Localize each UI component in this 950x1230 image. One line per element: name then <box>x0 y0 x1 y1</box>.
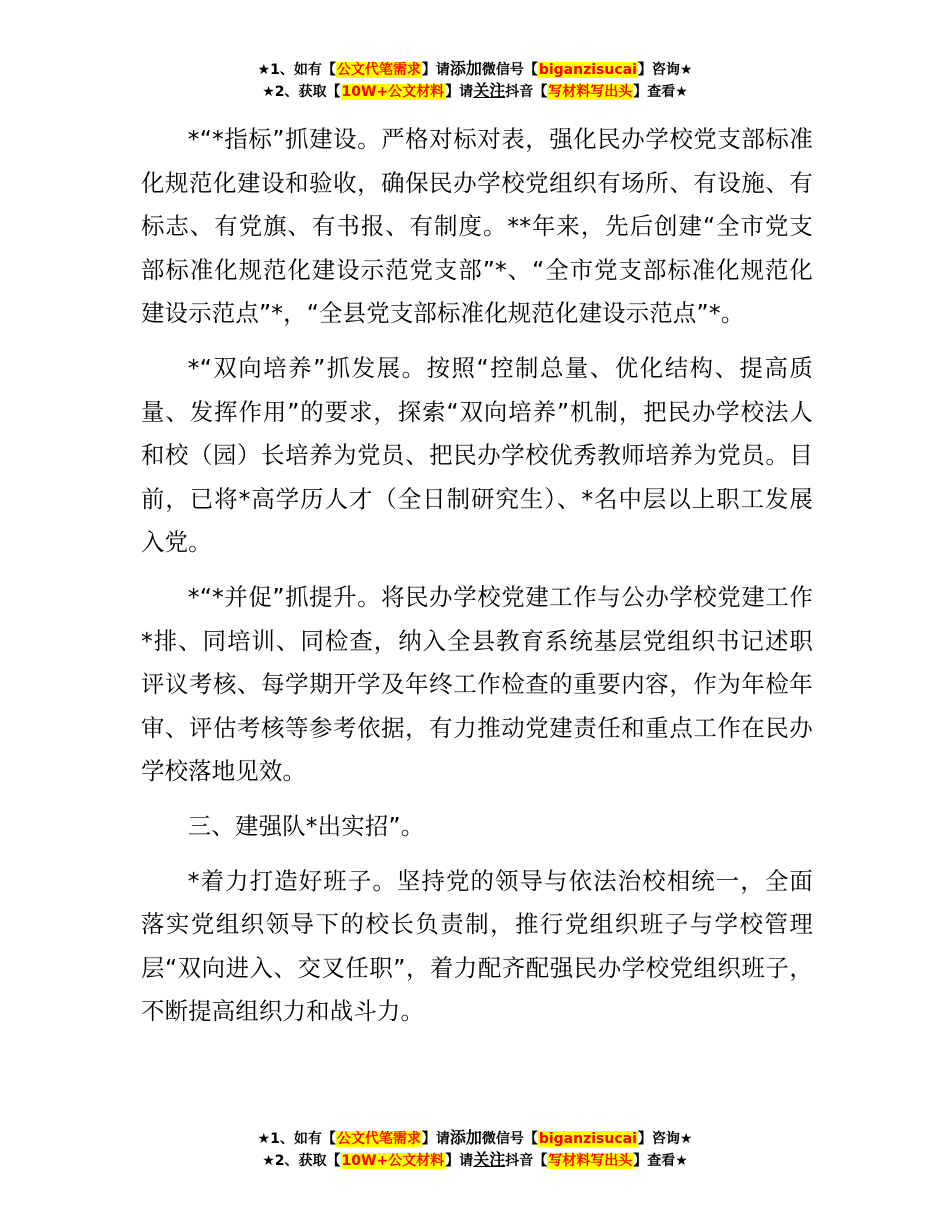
header-line-1-suffix: 】咨询★ <box>637 62 693 78</box>
footer-line-2-suffix: 】查看★ <box>633 1153 688 1169</box>
header-line-2-mid-2: 抖音【 <box>505 84 548 100</box>
footer-line-1-highlight-service: 公文代笔需求 <box>336 1131 421 1147</box>
header-line-2-highlight-douyin: 写材料写出头 <box>548 84 633 100</box>
header-line-1-highlight-service: 公文代笔需求 <box>336 62 421 78</box>
paragraph-standardization: *“*指标”抓建设。严格对标对表，强化民办学校党支部标准化规范化建设和验收，确保民办学校党组织有场所、有设施、有标志、有党旗、有书报、有制度。**年来，先后创建“全市党支部标准化规范化建设示范党支部”*、“全市党支部标准化规范化建设示范点”*，“全县党支部标准化规范化建设示范点”*。 <box>141 125 813 328</box>
footer-line-2-mid: 】请 <box>445 1153 474 1169</box>
header-line-1-emphasis: 添加 <box>449 59 482 78</box>
header-line-1 <box>0 58 950 80</box>
footer-line-2-prefix: ★2、获取【 <box>262 1153 341 1169</box>
header-line-2-emphasis: 关注 <box>473 81 506 100</box>
header-line-2-prefix: ★2、获取【 <box>262 84 341 100</box>
footer-line-1-mid: 】请 <box>421 1131 450 1147</box>
paragraph-leadership-team: *着力打造好班子。坚持党的领导与依法治校相统一，全面落实党组织领导下的校长负责制，推行党组织班子与学校管理层“双向进入、交叉任职”，着力配齐配强民办学校党组织班子，不断提高组织力和战斗力。 <box>141 866 813 1026</box>
footer-banner <box>0 1127 950 1171</box>
header-line-1-mid: 】请 <box>421 62 450 78</box>
header-line-1-prefix: ★1、如有【 <box>257 62 336 78</box>
header-line-2 <box>0 80 950 102</box>
header-line-2-highlight-materials: 10W+公文材料 <box>341 84 445 100</box>
footer-line-1-prefix: ★1、如有【 <box>257 1131 336 1147</box>
header-banner <box>0 58 950 102</box>
header-line-2-suffix: 】查看★ <box>633 84 688 100</box>
paragraph-dual-training: *“双向培养”抓发展。按照“控制总量、优化结构、提高质量、发挥作用”的要求，探索“双向培养”机制，把民办学校法人和校（园）长培养为党员、把民办学校优秀教师培养为党员。目前，已将*高学历人才（全日制研究生）、*名中层以上职工发展入党。 <box>141 353 813 557</box>
footer-line-2-highlight-materials: 10W+公文材料 <box>341 1153 445 1169</box>
header-line-1-highlight-wechat: biganzisucai <box>538 62 637 78</box>
paragraph-promotion: *“*并促”抓提升。将民办学校党建工作与公办学校党建工作*排、同培训、同检查，纳入全县教育系统基层党组织书记述职评议考核、每学期开学及年终工作检查的重要内容，作为年检年审、评估考核等参考依据，有力推动党建责任和重点工作在民办学校落地见效。 <box>141 582 813 786</box>
header-line-1-mid-2: 微信号【 <box>481 62 538 78</box>
footer-line-1-highlight-wechat: biganzisucai <box>538 1131 637 1147</box>
footer-line-1-mid-2: 微信号【 <box>481 1131 538 1147</box>
document-body <box>141 118 813 1045</box>
footer-line-1-emphasis: 添加 <box>449 1128 482 1147</box>
footer-line-2 <box>0 1149 950 1171</box>
footer-line-2-highlight-douyin: 写材料写出头 <box>548 1153 633 1169</box>
section-heading-three: 三、建强队*出实招”。 <box>187 811 425 840</box>
footer-line-2-mid-2: 抖音【 <box>505 1153 548 1169</box>
footer-line-1 <box>0 1127 950 1149</box>
footer-line-2-emphasis: 关注 <box>473 1150 506 1169</box>
header-line-2-mid: 】请 <box>445 84 474 100</box>
footer-line-1-suffix: 】咨询★ <box>637 1131 693 1147</box>
